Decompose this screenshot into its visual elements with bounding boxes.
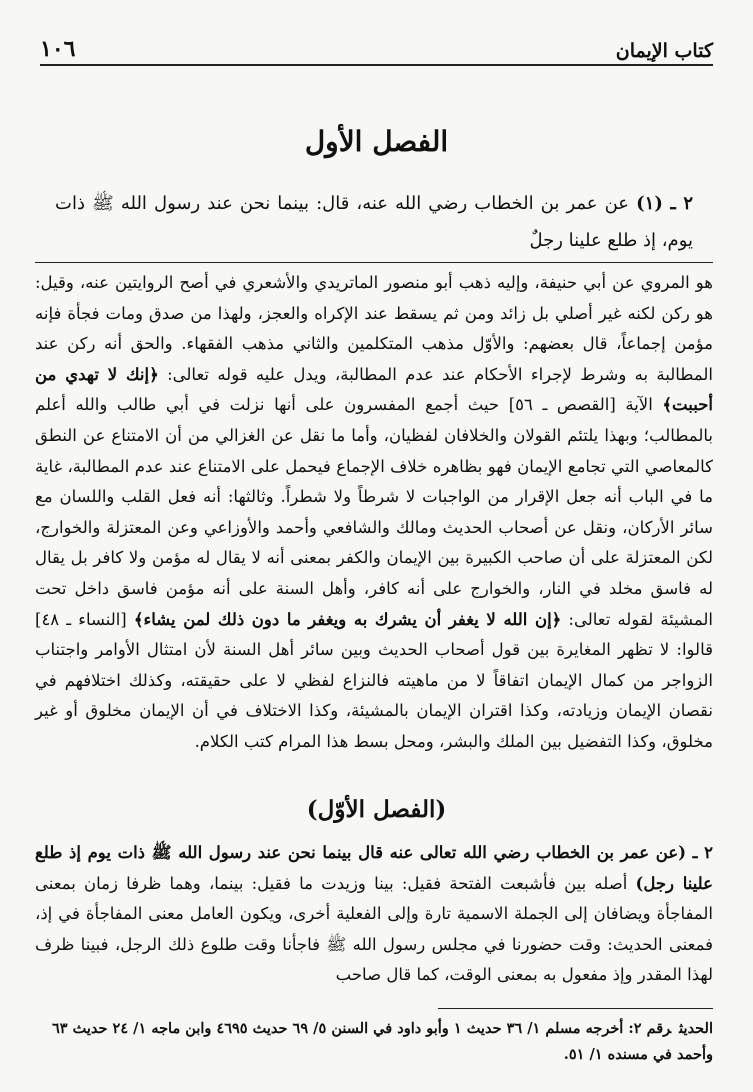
quran-quote-1: ﴿إنك لا تهدي من أحببت﴾ — [35, 364, 713, 415]
commentary-paragraph — [35, 268, 713, 758]
quran-quote-2: ﴿إن الله لا يغفر أن يشرك به ويغفر ما دون ذلك لمن يشاء﴾ — [133, 609, 562, 629]
commentary2-text: أصله بين فأشبعت الفتحة فقيل: بينا وزيدت ما فقيل: بينما، وهما ظرفا زمان بمعنى المفاجأة ويضافان إلى الجملة الاسمية تارة وإلى الفعلية أخرى، ويكون العامل معنى المفاجأة في إذ، فمعنى الحديث: وقت حضورنا في مجلس رسول الله ﷺ فاجأنا وقت طلوع ذلك الرجل، فبينا ظرف لهذا المقدر وإذ مفعول به بمعنى الوقت، كما قال صاحب — [35, 873, 713, 985]
hadith-number: ٢ ـ (١) — [636, 193, 693, 214]
page-number: ١٠٦ — [40, 36, 76, 62]
hadith-lead: ٢ ـ (عن عمر بن الخطاب رضي الله تعالى عنه قال بينما نحن عند رسول الله ﷺ ذات يوم إذ طلع علينا رجل) — [35, 843, 713, 893]
section-title: (الفصل الأوّل) — [306, 796, 447, 823]
hadith-body: عن عمر بن الخطاب رضي الله عنه، قال: بينما نحن عند رسول الله ﷺ ذات يوم، إذ طلع علينا رجلٌ — [55, 193, 693, 251]
footnote-label: الحديث — [679, 1020, 713, 1037]
header-rule — [40, 64, 713, 66]
footnote — [35, 1016, 713, 1068]
book-title: كتاب الإيمان — [615, 40, 713, 62]
commentary-rule — [35, 262, 713, 263]
footnote-text: رقم ٢: أخرجه مسلم ١/ ٣٦ حديث ١ وأبو داود في السنن ٥/ ٦٩ حديث ٤٦٩٥ وابن ماجه ١/ ٢٤ حديث ٦٣ وأحمد في مسنده ١/ ٥١. — [52, 1020, 713, 1063]
commentary-text-3: [النساء ـ ٤٨] قالوا: لا تظهر المغايرة بين قول أصحاب الحديث وبين سائر أهل السنة لأن امتثال الأوامر واجتناب الزواجر من كمال الإيمان اتفاقاً لا من ماهيته فالنزاع لفظي لا على حقيقته، وكذلك اختلافهم في نقصان الإيمان وزيادته، وكذا اقتران الإيمان بالمشيئة، وكذا الاختلاف في أن الإيمان مخلوق أو غير مخلوق، وكذا التفضيل بين الملك والبشر، ومحل بسط هذا المرام كتب الكلام. — [35, 609, 713, 751]
hadith-text — [55, 185, 693, 259]
commentary-paragraph-2 — [35, 838, 713, 991]
commentary-text-2: الآية [القصص ـ ٥٦] حيث أجمع المفسرون على أنها نزلت في أبي طالب والله أعلم بالمطالب؛ وبهذا يلتئم القولان والخلافان لفظيان، وأما ما نقل عن الغزالي من أن الامتناع عن النطق كالمعاصي التي تجامع الإيمان فهو بظاهره خلاف الإجماع فيحمل على الامتناع عند عدم المطالبة، غاية ما في الباب أنه جعل الإقرار من الواجبات لا شرطاً ولا شطراً. وثالثها: أنه فعل القلب واللسان مع سائر الأركان، ونقل عن أصحاب الحديث ومالك والشافعي وأحمد والأوزاعي وعن المعتزلة والخوارج، لكن المعتزلة على أن صاحب الكبيرة بين الإيمان والكفر بمعنى أنه لا يقال له مؤمن ولا كافر بل يقال له فاسق مخلد في النار، والخوارج على أنه كافر، وأهل السنة على أنه مؤمن فاسق داخل تحت المشيئة لقوله تعالى: — [35, 395, 713, 629]
commentary-text-1: هو المروي عن أبي حنيفة، وإليه ذهب أبو منصور الماتريدي والأشعري في أصح الروايتين عنه، وقيل: هو ركن لكنه غير أصلي بل زائد ومن ثم يسقط عند الإكراه والعجز، ولهذا من صدق ومات فجأة فإنه مؤمن إجماعاً، قال بعضهم: والأوّل مذهب المتكلمين والثاني مذهب الفقهاء. والحق أنه ركن عند المطالبة به وشرط لإجراء الأحكام عند عدم المطالبة، ويدل عليه قوله تعالى: — [35, 273, 713, 384]
footnote-rule — [438, 1008, 713, 1009]
page-header — [40, 32, 713, 62]
chapter-title: الفصل الأول — [304, 125, 449, 158]
